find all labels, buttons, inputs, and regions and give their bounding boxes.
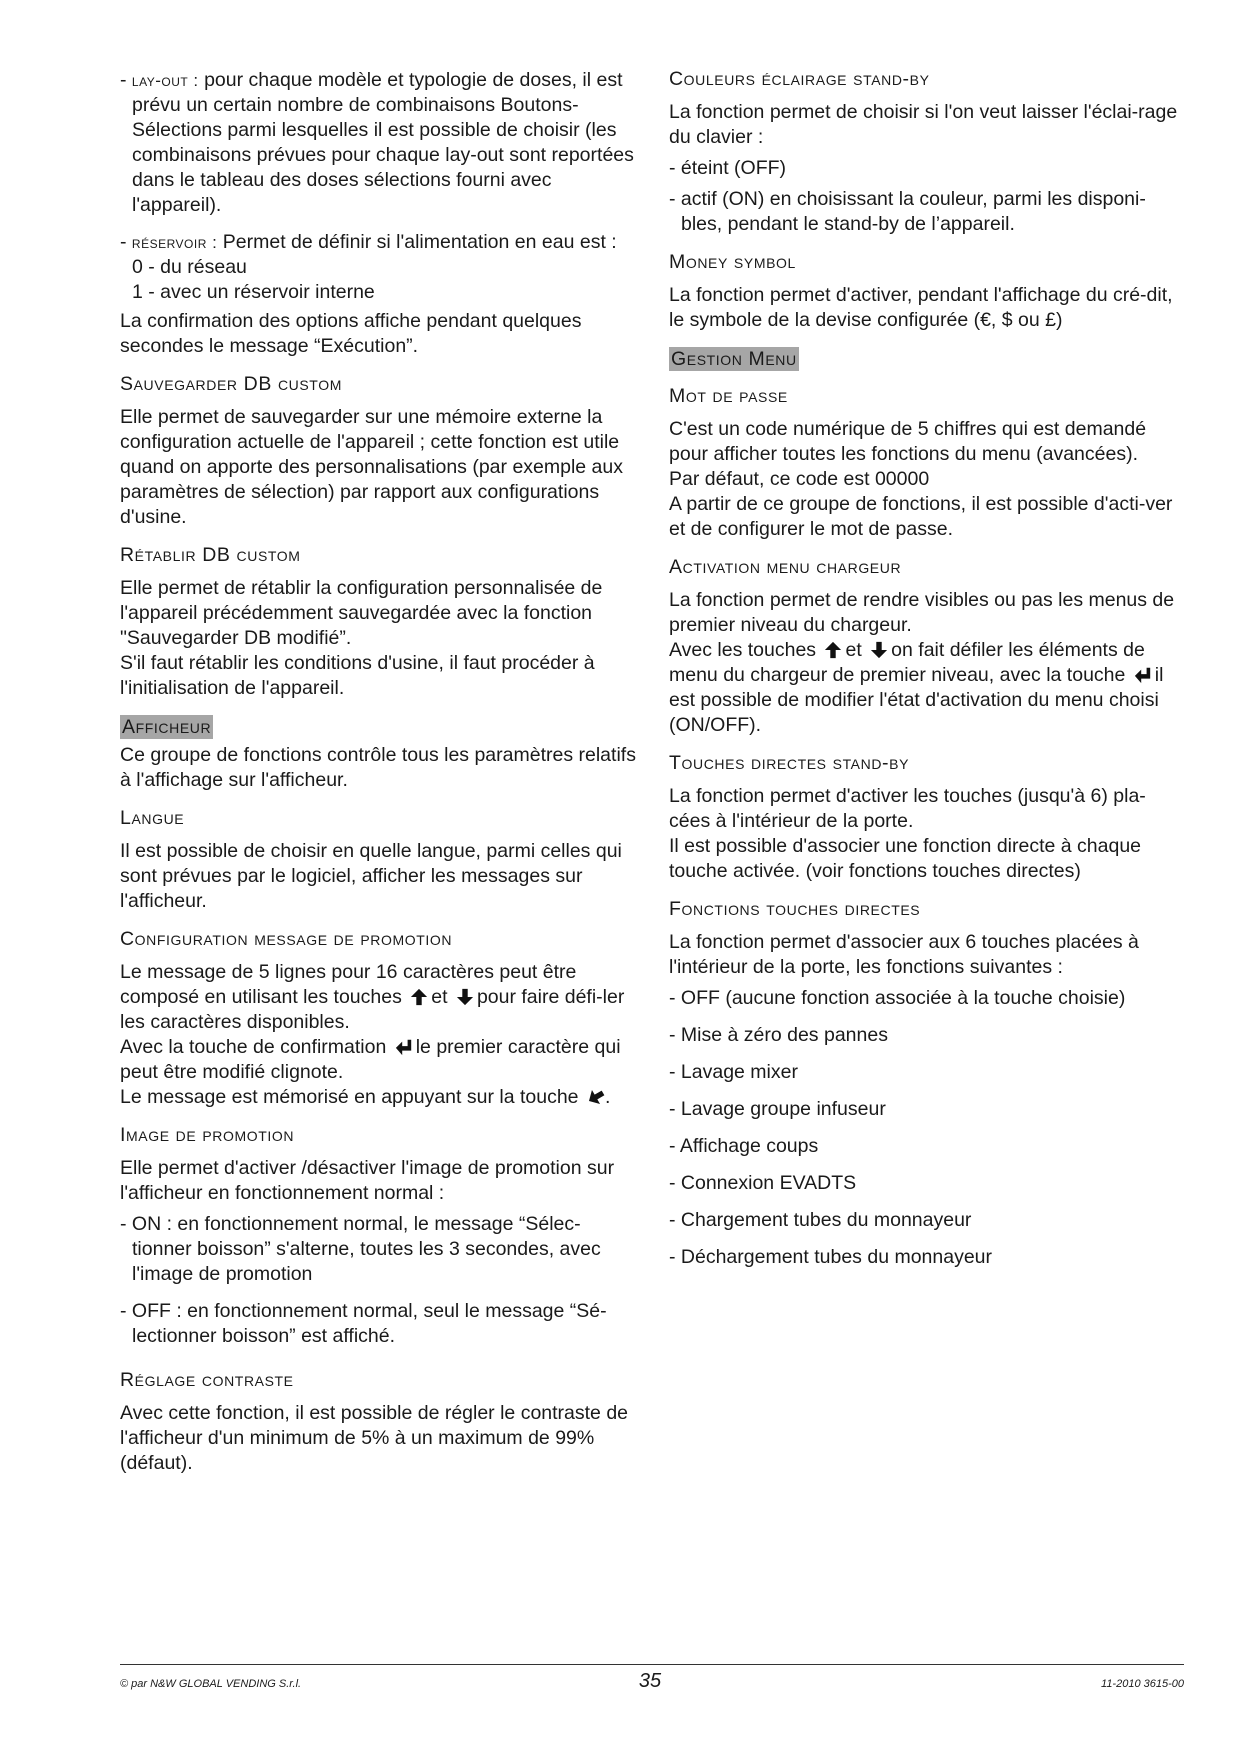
heading-activation-menu: Activation menu chargeur [669, 556, 902, 578]
retablir-text-2: S'il faut rétablir les conditions d'usine, il faut procéder à l'initialisation de l'appareil. [120, 652, 595, 699]
heading-image-promotion: Image de promotion [120, 1124, 295, 1146]
config-t1b: et [431, 986, 448, 1008]
layout-label: lay-out : [131, 71, 199, 90]
enter-icon [1134, 666, 1152, 684]
touches-standby-text-1: La fonction permet d'activer les touches (jusqu'à 6) pla-cées à l'intérieur de la porte. [669, 785, 1146, 832]
reservoir-option-1: 1 - avec un réservoir interne [132, 281, 375, 303]
afficheur-text: Ce groupe de fonctions contrôle tous les paramètres relatifs à l'affichage sur l'afficheur. [120, 744, 636, 791]
touches-standby-text-2: Il est possible d'associer une fonction directe à chaque touche activée. (voir fonctions touches directes) [669, 835, 1142, 882]
activation-text-1: La fonction permet de rendre visibles ou pas les menus de premier niveau du chargeur. [669, 589, 1175, 636]
config-t3b: . [604, 1086, 611, 1108]
contraste-text: Avec cette fonction, il est possible de régler le contraste de l'afficheur d'un minimum de 5% à un maximum de 99% (défaut). [120, 1402, 629, 1474]
langue-text: Il est possible de choisir en quelle langue, parmi celles qui sont prévues par le logiciel, afficher les messages sur l'afficheur. [120, 840, 622, 912]
heading-touches-standby: Touches directes stand-by [669, 752, 910, 774]
right-column [669, 68, 1179, 1282]
config-t1a: Le message de 5 lignes pour 16 caractères peut être composé en utilisant les touches [120, 961, 577, 1008]
layout-item: - lay-out : pour chaque modèle et typologie de doses, il est prévu un certain nombre de combinaisons Boutons-Sélections parmi lesquelles il est possible de choisir (les combinaisons prévues pour chaque lay-out sont reportées dans le tableau des doses sélections fourni avec l'appareil). [120, 69, 634, 216]
heading-langue: Langue [120, 807, 185, 829]
arrow-down-icon [456, 988, 474, 1006]
activation-text-2 [669, 638, 1179, 738]
config-message-text-2 [120, 1035, 638, 1085]
footer-divider [120, 1664, 1184, 1665]
arrow-down-icon [870, 641, 888, 659]
reservoir-item: - réservoir : Permet de définir si l'alimentation en eau est : [120, 231, 617, 253]
reservoir-text: Permet de définir si l'alimentation en eau est : [222, 231, 617, 253]
sauvegarder-text: Elle permet de sauvegarder sur une mémoire externe la configuration actuelle de l'appareil ; cette fonction est utile quand on apporte des personnalisations (par exemple aux paramètres de sélection) par rapport aux configurations d'usine. [120, 406, 624, 528]
arrow-left-icon [587, 1088, 605, 1106]
heading-gestion-menu: Gestion Menu [671, 348, 797, 370]
config-message-text-3 [120, 1085, 638, 1110]
activation-t2c: on fait défiler les éléments de menu du chargeur de premier niveau, avec la touche [669, 639, 1145, 686]
activation-t2d: il est possible de modifier l'état d'activation du menu choisi (ON/OFF). [669, 664, 1164, 736]
left-column [120, 68, 638, 1482]
footer-document-code: 11-2010 3615-00 [1101, 1678, 1184, 1690]
heading-afficheur: Afficheur [122, 716, 212, 738]
list-item: - Chargement tubes du monnayeur [669, 1209, 972, 1231]
config-t1c: pour faire défi-ler les caractères disponibles. [120, 986, 625, 1033]
list-item: - Affichage coups [669, 1135, 819, 1157]
heading-config-message: Configuration message de promotion [120, 928, 453, 950]
heading-couleurs: Couleurs éclairage stand-by [669, 68, 930, 90]
list-item: - Lavage mixer [669, 1061, 798, 1083]
money-text: La fonction permet d'activer, pendant l'affichage du cré-dit, le symbole de la devise configurée (€, $ ou £) [669, 284, 1173, 331]
confirmation-text: La confirmation des options affiche pendant quelques secondes le message “Exécution”. [120, 310, 582, 357]
heading-money-symbol: Money symbol [669, 251, 796, 273]
enter-icon [395, 1038, 413, 1056]
heading-retablir: Rétablir DB custom [120, 544, 301, 566]
list-item: - Déchargement tubes du monnayeur [669, 1246, 993, 1268]
footer-copyright: © par N&W GLOBAL VENDING S.r.l. [120, 1678, 302, 1690]
heading-fonctions-touches: Fonctions touches directes [669, 898, 921, 920]
couleurs-text: La fonction permet de choisir si l'on veut laisser l'éclai-rage du clavier : [669, 101, 1178, 148]
page-number: 35 [638, 1670, 662, 1692]
reservoir-option-0: 0 - du réseau [132, 256, 247, 278]
fonctions-text: La fonction permet d'associer aux 6 touches placées à l'intérieur de la porte, les fonctions suivantes : [669, 931, 1139, 978]
heading-mot-de-passe: Mot de passe [669, 385, 788, 407]
image-promotion-text: Elle permet d'activer /désactiver l'image de promotion sur l'afficheur en fonctionnement normal : [120, 1157, 615, 1204]
config-t2a: Avec la touche de confirmation [120, 1036, 387, 1058]
config-t3a: Le message est mémorisé en appuyant sur la touche [120, 1086, 579, 1108]
config-t2b: le premier caractère qui peut être modifié clignote. [120, 1036, 621, 1083]
list-item: - Connexion EVADTS [669, 1172, 857, 1194]
heading-sauvegarder: Sauvegarder DB custom [120, 373, 342, 395]
arrow-up-icon [410, 988, 428, 1006]
layout-text: pour chaque modèle et typologie de doses, il est prévu un certain nombre de combinaisons Boutons-Sélections parmi lesquelles il est possible de choisir (les combinaisons prévues pour chaque lay-out sont reportées dans le tableau des doses sélections fourni avec l'appareil). [132, 69, 634, 216]
couleurs-off: - éteint (OFF) [669, 157, 787, 179]
retablir-text-1: Elle permet de rétablir la configuration personnalisée de l'appareil précédemment sauvegardée avec la fonction "Sauvegarder DB modifié”. [120, 577, 603, 649]
mot-de-passe-text-2: Par défaut, ce code est 00000 [669, 468, 930, 490]
list-item: - Lavage groupe infuseur [669, 1098, 886, 1120]
activation-t2a: Avec les touches [669, 639, 817, 661]
list-item: - Mise à zéro des pannes [669, 1024, 888, 1046]
mot-de-passe-text-3: A partir de ce groupe de fonctions, il est possible d'acti-ver et de configurer le mot de passe. [669, 493, 1173, 540]
reservoir-label: réservoir : [131, 233, 218, 252]
arrow-up-icon [824, 641, 842, 659]
heading-contraste: Réglage contraste [120, 1369, 294, 1391]
mot-de-passe-text-1: C'est un code numérique de 5 chiffres qui est demandé pour afficher toutes les fonctions du menu (avancées). [669, 418, 1147, 465]
couleurs-on: - actif (ON) en choisissant la couleur, parmi les disponi-bles, pendant le stand-by de l’appareil. [669, 188, 1146, 235]
config-message-text-1 [120, 960, 638, 1035]
image-promotion-off: - OFF : en fonctionnement normal, seul le message “Sé-lectionner boisson” est affiché. [120, 1300, 607, 1347]
image-promotion-on: - ON : en fonctionnement normal, le message “Sélec-tionner boisson” s'alterne, toutes les 3 secondes, avec l'image de promotion [120, 1213, 601, 1285]
activation-t2b: et [845, 639, 862, 661]
list-item: - OFF (aucune fonction associée à la touche choisie) [669, 987, 1126, 1009]
